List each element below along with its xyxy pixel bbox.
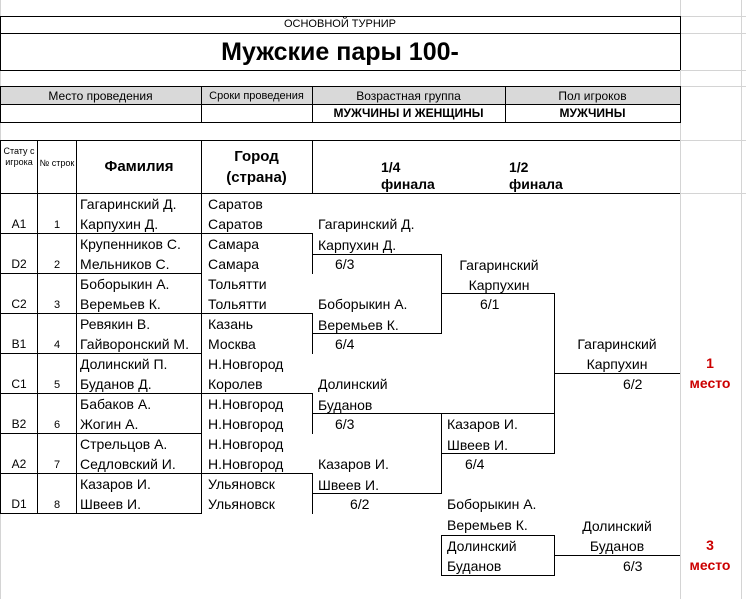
border <box>76 140 77 514</box>
border <box>0 140 680 141</box>
bracket-line <box>554 555 680 556</box>
qf1-score: 6/3 <box>335 256 355 272</box>
border <box>0 33 680 34</box>
entry-number: 5 <box>53 379 61 391</box>
bracket-line <box>201 233 313 234</box>
sf2-score: 6/4 <box>465 456 485 472</box>
row-border <box>0 273 202 274</box>
entry-player1: Казаров И. <box>80 476 151 492</box>
entry-player2: Буданов Д. <box>80 376 152 392</box>
surname-header: Фамилия <box>104 158 174 175</box>
page-title: Мужские пары 100- <box>221 38 459 66</box>
row-number-header: № строк <box>39 158 75 168</box>
qf4-player2: Швеев И. <box>318 477 379 493</box>
third-a-player2: Веремьев К. <box>447 517 528 533</box>
status-header: Стату с игрока <box>3 146 35 167</box>
qf3-score: 6/3 <box>335 416 355 432</box>
bracket-line <box>441 535 555 536</box>
bracket-line <box>554 373 680 374</box>
bracket-line <box>312 493 442 494</box>
entry-player2: Карпухин Д. <box>80 216 159 232</box>
entry-player2: Жогин А. <box>80 416 139 432</box>
bracket-line <box>441 535 442 576</box>
entry-city2: Саратов <box>208 216 263 232</box>
final-score: 6/2 <box>623 376 643 392</box>
age-group-label: Возрастная группа <box>356 89 461 103</box>
qf2-score: 6/4 <box>335 336 355 352</box>
qf3-player2: Буданов <box>318 397 373 413</box>
bracket-line <box>201 313 313 314</box>
bracket-line <box>441 413 555 414</box>
qf1-player2: Карпухин Д. <box>318 237 397 253</box>
entry-city2: Н.Новгород <box>208 456 284 472</box>
row-border <box>0 433 202 434</box>
entry-status: A2 <box>11 457 27 471</box>
city-header-line2: (страна) <box>226 169 287 186</box>
entry-city1: Н.Новгород <box>208 356 284 372</box>
row-border <box>0 393 202 394</box>
final-player1: Гагаринский <box>577 336 657 352</box>
qf4-player1: Казаров И. <box>318 456 389 472</box>
entry-city1: Казань <box>208 316 254 332</box>
entry-city1: Тольятти <box>208 276 267 292</box>
gender-value: МУЖЧИНЫ <box>559 106 626 120</box>
entry-city1: Саратов <box>208 196 263 212</box>
bracket-line <box>312 413 442 414</box>
third-a-player1: Боборыкин А. <box>447 496 537 512</box>
city-header-line1: Город <box>234 148 279 165</box>
third-b-player2: Буданов <box>447 558 502 574</box>
entry-city2: Москва <box>208 336 256 352</box>
entry-city1: Самара <box>208 236 260 252</box>
entry-number: 3 <box>53 299 61 311</box>
entry-city2: Н.Новгород <box>208 416 284 432</box>
entry-status: D2 <box>11 257 27 271</box>
entry-city2: Самара <box>208 256 260 272</box>
qf2-player1: Боборыкин А. <box>318 296 408 312</box>
entry-status: B2 <box>11 417 27 431</box>
sf2-player2: Швеев И. <box>447 437 508 453</box>
entry-city1: Ульяновск <box>208 476 275 492</box>
row-border <box>0 313 202 314</box>
tournament-type: ОСНОВНОЙ ТУРНИР <box>283 18 397 30</box>
entry-player2: Мельников С. <box>80 256 170 272</box>
bracket-line <box>312 333 442 334</box>
quarterfinal-header-2: финала <box>381 176 435 192</box>
first-place-number: 1 <box>706 355 714 371</box>
bracket-line <box>441 453 555 454</box>
third-winner-player2: Буданов <box>589 538 645 554</box>
age-group-value: МУЖЧИНЫ И ЖЕНЩИНЫ <box>333 106 484 120</box>
row-border <box>0 473 202 474</box>
entry-status: C2 <box>11 297 27 311</box>
third-place-label: место <box>689 557 731 573</box>
entry-number: 1 <box>53 219 61 231</box>
entry-player1: Боборыкин А. <box>80 276 170 292</box>
quarterfinal-header-1: 1/4 <box>381 159 401 175</box>
entry-city2: Тольятти <box>208 296 267 312</box>
qf3-player1: Долинский <box>318 376 388 392</box>
entry-player1: Ревякин В. <box>80 316 151 332</box>
bracket-line <box>201 393 313 394</box>
final-player2: Карпухин <box>586 356 648 372</box>
semifinal-header-2: финала <box>509 176 563 192</box>
entry-status: C1 <box>11 377 27 391</box>
entry-player2: Седловский И. <box>80 456 176 472</box>
entry-player2: Швеев И. <box>80 496 141 512</box>
border <box>312 140 313 193</box>
dates-label: Сроки проведения <box>209 90 304 102</box>
venue-label: Место проведения <box>48 89 153 103</box>
border <box>0 70 680 71</box>
entry-number: 8 <box>53 499 61 511</box>
border <box>680 86 681 123</box>
entry-city1: Н.Новгород <box>208 436 284 452</box>
bracket-line <box>441 254 442 334</box>
bracket-line <box>312 254 442 255</box>
entry-city2: Королев <box>208 376 263 392</box>
third-place-number: 3 <box>706 537 714 553</box>
qf4-score: 6/2 <box>350 496 370 512</box>
entry-number: 7 <box>53 459 61 471</box>
gender-label: Пол игроков <box>558 89 627 103</box>
border <box>0 193 680 194</box>
qf2-player2: Веремьев К. <box>318 317 399 333</box>
bracket-line <box>441 575 555 576</box>
entry-player2: Гайворонский М. <box>80 336 189 352</box>
sf1-score: 6/1 <box>480 296 500 312</box>
entry-player1: Гагаринский Д. <box>80 196 177 212</box>
entry-number: 4 <box>53 339 61 351</box>
bracket-line <box>201 473 313 474</box>
entry-status: B1 <box>11 337 27 351</box>
sf1-player1: Гагаринский <box>459 257 539 273</box>
row-border <box>0 353 202 354</box>
entry-player1: Долинский П. <box>80 356 168 372</box>
third-b-player1: Долинский <box>447 538 517 554</box>
entry-status: A1 <box>11 217 27 231</box>
entry-player2: Веремьев К. <box>80 296 161 312</box>
row-border <box>0 513 202 514</box>
qf1-player1: Гагаринский Д. <box>318 216 415 232</box>
entry-player1: Крупенников С. <box>80 236 181 252</box>
entry-player1: Бабаков А. <box>80 396 152 412</box>
entry-city2: Ульяновск <box>208 496 275 512</box>
sf1-player2: Карпухин <box>468 277 530 293</box>
border <box>0 122 680 123</box>
semifinal-header-1: 1/2 <box>509 159 529 175</box>
third-score: 6/3 <box>623 558 643 574</box>
entry-number: 6 <box>53 419 61 431</box>
third-winner-player1: Долинский <box>582 518 652 534</box>
bracket-line <box>441 293 555 294</box>
entry-player1: Стрельцов А. <box>80 436 168 452</box>
entry-status: D1 <box>11 497 27 511</box>
sf2-player1: Казаров И. <box>447 416 518 432</box>
gridline <box>741 0 742 599</box>
border <box>201 140 202 514</box>
entry-number: 2 <box>53 259 61 271</box>
border <box>680 16 681 70</box>
first-place-label: место <box>689 375 731 391</box>
row-border <box>0 233 202 234</box>
entry-city1: Н.Новгород <box>208 396 284 412</box>
